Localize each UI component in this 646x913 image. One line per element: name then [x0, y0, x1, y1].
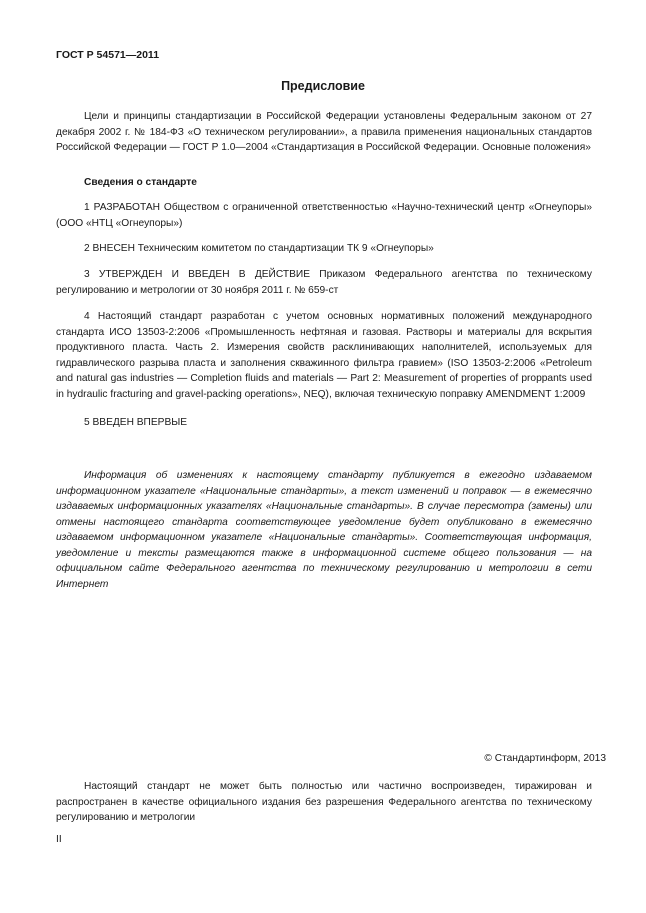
copyright: © Стандартинформ, 2013: [484, 753, 606, 764]
item-2-text: 2 ВНЕСЕН Техническим комитетом по стандартизации ТК 9 «Огнеупоры»: [84, 243, 434, 254]
info-heading: Сведения о стандарте: [84, 177, 197, 188]
page-title: Предисловие: [281, 79, 365, 93]
item-1-text: 1 РАЗРАБОТАН Обществом с ограниченной ответственностью «Научно-технический центр «Огнеупоры» (ООО «НТЦ «Огнеупоры»): [56, 202, 592, 229]
item-5: [56, 415, 592, 431]
standard-code: ГОСТ Р 54571—2011: [56, 49, 160, 61]
intro-paragraph: [56, 109, 592, 156]
item-4-text: 4 Настоящий стандарт разработан с учетом основных нормативных положений международного стандарта ИСО 13503-2:2006 «Промышленность нефтяная и газовая. Растворы и материалы для вскрытия продуктивного пласта. Часть 2. Измерения свойств расклинивающих наполнителей, используемых для гидравлического разрыва пласта и заполнения скважинного фильтра гравием» (ISO 13503-2:2006 «Petroleum and natural gas industries — Completion fluids and materials — Part 2: Measurement of properties of proppants used in hydraulic fracturing and gravel-packing operations», NEQ), включая техническую поправку AMENDMENT 1:2009: [56, 311, 592, 400]
item-3: [56, 267, 592, 298]
item-1: [56, 200, 592, 231]
notice-paragraph: [56, 468, 592, 592]
item-2: [56, 241, 592, 257]
notice-text: Информация об изменениях к настоящему стандарту публикуется в ежегодно издаваемом информационном указателе «Национальные стандарты», а текст изменений и поправок — в ежемесячно издаваемых информационных указателях «Национальные стандарты». В случае пересмотра (замены) или отмены настоящего стандарта соответствующее уведомление будет опубликовано в ежемесячно издаваемом информационном указателе «Национальные стандарты». Соответствующая информация, уведомление и тексты размещаются также в информационной системе общего пользования — на официальном сайте Федерального агентства по техническому регулированию и метрологии в сети Интернет: [56, 470, 592, 590]
item-3-text: 3 УТВЕРЖДЕН И ВВЕДЕН В ДЕЙСТВИЕ Приказом Федерального агентства по техническому регулированию и метрологии от 30 ноября 2011 г. № 659-ст: [56, 269, 592, 296]
footer-paragraph: [56, 779, 592, 826]
intro-text: Цели и принципы стандартизации в Российской Федерации установлены Федеральным законом от 27 декабря 2002 г. № 184-ФЗ «О техническом регулировании», а правила применения национальных стандартов Российской Федерации — ГОСТ Р 1.0—2004 «Стандартизация в Российской Федерации. Основные положения»: [56, 111, 592, 153]
item-5-text: 5 ВВЕДЕН ВПЕРВЫЕ: [84, 417, 188, 428]
footer-text: Настоящий стандарт не может быть полностью или частично воспроизведен, тиражирован и распространен в качестве официального издания без разрешения Федерального агентства по техническому регулированию и метрологии: [56, 781, 592, 823]
item-4: [56, 309, 592, 402]
page-number: II: [56, 834, 62, 845]
